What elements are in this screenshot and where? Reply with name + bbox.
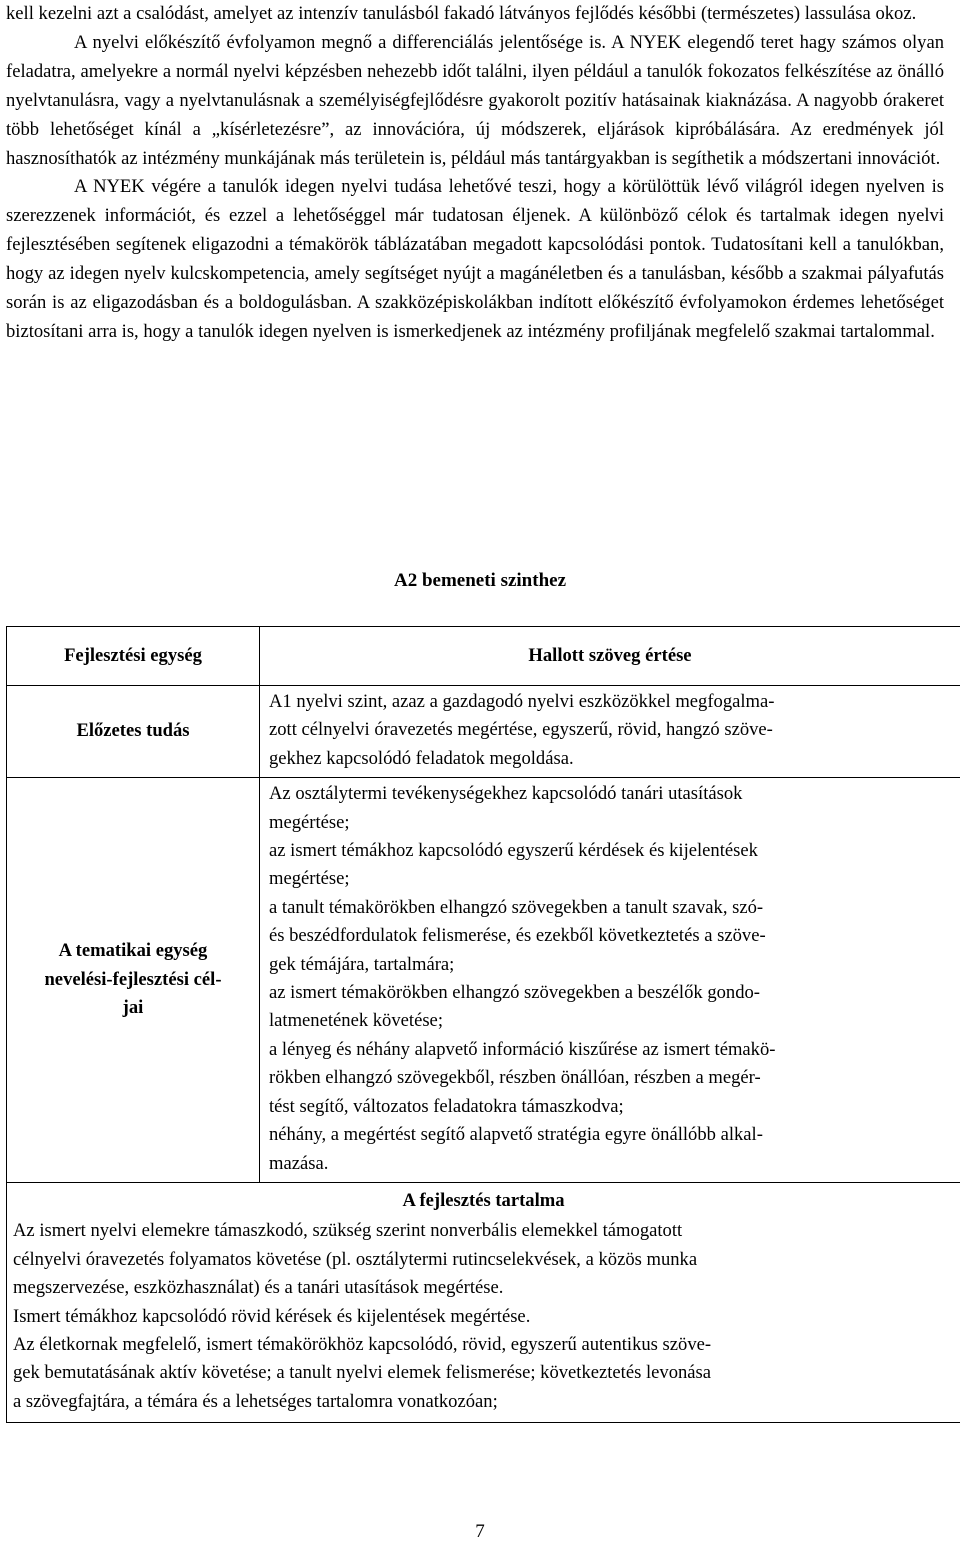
cell-line: jai <box>122 997 144 1019</box>
cell-line: Ismert témákhoz kapcsolódó rövid kérések és kijelentések megértése. <box>13 1305 531 1327</box>
cell-line: gek témájára, tartalmára; <box>269 953 455 975</box>
cell-line: az ismert témakörökben elhangzó szövegekben a beszélők gondo- <box>269 982 761 1004</box>
table-row <box>7 686 960 778</box>
cell-line: a szövegfajtára, a témára és a lehetséges tartalomra vonatkozóan; <box>13 1390 498 1412</box>
table-row <box>7 778 960 1183</box>
table-cell-heading: Hallott szöveg értése <box>260 627 960 686</box>
cell-line: rökben elhangzó szövegekből, részben önállóan, részben a megér- <box>269 1067 761 1089</box>
table-cell-content <box>260 778 960 1183</box>
cell-line: Az életkornak megfelelő, ismert témakörökhöz kapcsolódó, rövid, egyszerű autentikus szöve- <box>13 1333 712 1355</box>
cell-line: gekhez kapcsolódó feladatok megoldása. <box>269 747 574 769</box>
table-cell-label <box>7 778 260 1183</box>
cell-line: latmenetének követése; <box>269 1010 443 1032</box>
intro-paragraph-3: A NYEK végére a tanulók idegen nyelvi tudása lehetővé teszi, hogy a körülöttük lévő világról idegen nyelven is szerezzenek információt, és ezzel a lehetőséggel már tudatosan éljenek. A különböző célok és tartalmak idegen nyelvi fejlesztésében segítenek eligazodni a témakörök táblázatában megadott kapcsolódási pontok. Tudatosítani kell a tanulókban, hogy az idegen nyelv kulcskompetencia, amely segítséget nyújt a magánéletben és a tanulásban, később a szakmai pályafutás során is az eligazodásban és a boldogulásban. A szakközépiskolákban indított előkészítő évfolyamokon érdemes lehetőséget biztosítani arra is, hogy a tanulók idegen nyelven is ismerkedjenek az intézmény profiljának megfelelő szakmai tartalommal. <box>6 176 944 342</box>
cell-line: célnyelvi óravezetés folyamatos követése (pl. osztálytermi rutincselekvések, a közös munka <box>13 1248 698 1270</box>
cell-line: Az ismert nyelvi elemekre támaszkodó, szükség szerint nonverbális elemekkel támogatott <box>13 1220 683 1242</box>
table-cell-content <box>260 686 960 778</box>
intro-paragraph-1: kell kezelni azt a csalódást, amelyet az intenzív tanulásból fakadó látványos fejlődés későbbi (természetes) lassulása okoz. <box>6 3 917 24</box>
curriculum-table <box>6 626 960 1423</box>
cell-line: tést segítő, változatos feladatokra támaszkodva; <box>269 1095 624 1117</box>
development-content-title: A fejlesztés tartalma <box>402 1189 565 1211</box>
cell-line: a tanult témakörökben elhangzó szövegekben a tanult szavak, szó- <box>269 896 764 918</box>
cell-line: megértése; <box>269 811 350 833</box>
table-row <box>7 1182 960 1422</box>
cell-line: néhány, a megértést segítő alapvető stratégia egyre önállóbb alkal- <box>269 1124 763 1146</box>
table-cell-full <box>7 1182 960 1422</box>
section-title: A2 bemeneti szinthez <box>393 570 567 591</box>
cell-line: Az osztálytermi tevékenységekhez kapcsolódó tanári utasítások <box>269 783 743 805</box>
intro-paragraph-2: A nyelvi előkészítő évfolyamon megnő a differenciálás jelentősége is. A NYEK elegendő teret hagy számos olyan feladatra, amelyekre a normál nyelvi képzésben nehezebb időt találni, ilyen például a tanulók fokozatos felkészítése az önálló nyelvtanulásra, vagy a nyelvtanulásnak a személyiségfejlődésre gyakorolt pozitív hatásainak kiaknázása. A nagyobb órakeret több lehetőséget kínál a „kísérletezésre”, az innovációra, új módszerek, eljárások kipróbálására. Az eredmények jól hasznosíthatók az intézmény munkájának más területein is, például más tantárgyakban is segíthetik a módszertani innovációt. <box>6 31 944 169</box>
cell-line: az ismert témákhoz kapcsolódó egyszerű kérdések és kijelentések <box>269 840 758 862</box>
cell-line: zott célnyelvi óravezetés megértése, egyszerű, rövid, hangzó szöve- <box>269 719 773 741</box>
cell-line: a lényeg és néhány alapvető információ kiszűrése az ismert témakö- <box>269 1038 776 1060</box>
table-cell-label: Fejlesztési egység <box>7 627 260 686</box>
cell-line: nevelési-fejlesztési cél- <box>44 968 222 990</box>
cell-line: gek bemutatásának aktív követése; a tanult nyelvi elemek felismerése; következtetés levonása <box>13 1362 712 1384</box>
cell-line: mazása. <box>269 1152 329 1174</box>
intro-text <box>6 0 944 347</box>
cell-line: megszervezése, eszközhasználat) és a tanári utasítások megértése. <box>13 1277 504 1299</box>
page-number: 7 <box>475 1521 485 1542</box>
table-cell-label: Előzetes tudás <box>7 686 260 778</box>
table-row <box>7 627 960 686</box>
cell-line: és beszédfordulatok felismerése, és ezekből következtetés a szöve- <box>269 925 766 947</box>
cell-line: A1 nyelvi szint, azaz a gazdagodó nyelvi eszközökkel megfogalma- <box>269 691 775 712</box>
cell-line: megértése; <box>269 868 350 890</box>
cell-line: A tematikai egység <box>58 940 208 962</box>
